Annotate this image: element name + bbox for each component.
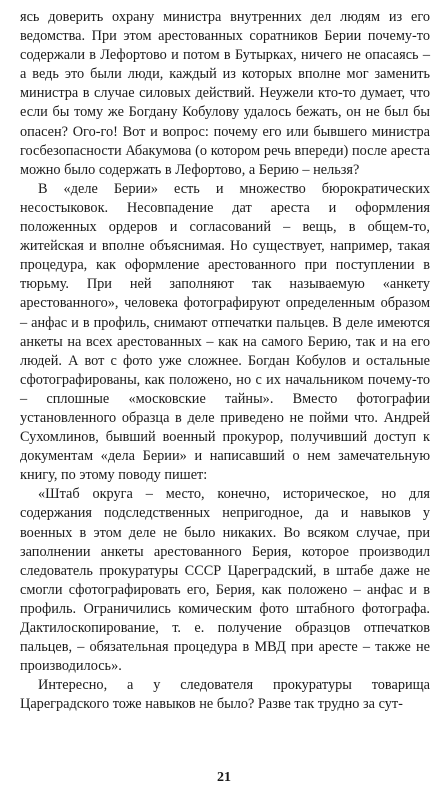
paragraph-closing: Интересно, а у следователя прокуратуры товарища Цареградского тоже навыков не было? Разве так трудно за сут- — [20, 677, 430, 713]
paragraph-continuation: ясь доверить охрану министра внутренних дел людям из его ведомства. При этом арестованных соратников Берии почему-то содержали в Лефортово и потом в Бутырках, ничего не опасаясь – а ведь это были люди, каждый из которых вполне мог заменить министра в случае силовых действий. Неужели кто-то думает, что если бы тому же Богдану Кобулову удалось бежать, он не был бы опасен? Ого-го! Вот и вопрос: почему его или бывшего министра госбезопасности Абакумова (о котором речь впереди) после ареста можно было содержать в Лефортово, а Берию – нельзя? — [20, 9, 430, 178]
paragraph-quote-sukhomlinov: «Штаб округа – место, конечно, историческое, но для содержания подследственных непригодное, да и навыков у военных в этом деле не было никаких. Во всяком случае, при заполнении анкеты арестованного Берия, которое производил следователь прокуратуры СССР Цареградский, в штабе даже не смогли сфотографировать его, Берия, как положено – анфас и в профиль. Ограничились комическим фото штабного фотографа. Дактилоскопирование, т. е. получение образцов отпечатков пальцев, – обязательная процедура в МВД при аресте – также не производилось». — [20, 486, 430, 675]
page-number: 21 — [217, 770, 231, 785]
paragraph-bureaucratic-inconsistencies: В «деле Берии» есть и множество бюрократических несостыковок. Несовпадение дат ареста и оформления положенных ордеров и согласований – вещь, в общем-то, житейская и вполне объяснимая. Но существует, например, такая процедура, как оформление арестованного при поступлении в тюрьму. При ней заполняют так называемую «анкету арестованного», человека фотографируют определенным образом – анфас и в профиль, снимают отпечатки пальцев. В деле имеются анкеты на всех арестованных – как на самого Берию, так и на его людей. А вот с фото уже сложнее. Богдан Кобулов и остальные сфотографированы, как положено, но с их начальником почему-то – сплошные «московские тайны». Вместо фотографии установленного образца в деле приведено не пойми что. Андрей Сухомлинов, бывший военный прокурор, получивший доступ к документам «дела Берии» и написавший о нем замечательную книгу, по этому поводу пишет: — [20, 180, 430, 484]
book-page — [20, 8, 430, 792]
